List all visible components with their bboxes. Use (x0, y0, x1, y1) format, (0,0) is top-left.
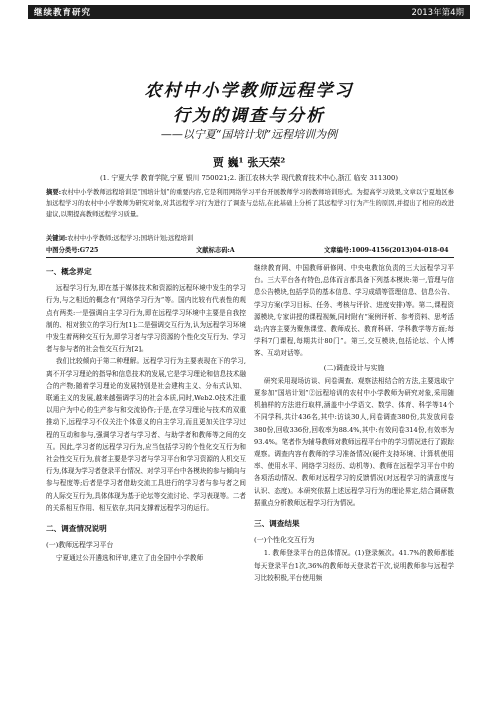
abstract-label: 摘要: (46, 189, 62, 196)
divider (46, 257, 454, 258)
paragraph: 我们比较倾向于第二种理解。远程学习行为主要表现在下的学习,离不开学习理论的指导和信息技术的发展,它是学习理论和信息技术融合的产物;随着学习理论的发展特别是社会建构主义、分布式认知、联通主义的发展,越来越强调学习的社会本质,同时,Web2.0技术注重以用户为中心的生产参与和交流协作;于是,在学习理论与技术的双重推动下,远程学习不仅关注个体意义的自主学习,而且更加关注学习过程的互动和参与,强调学习者与学习者、与助学者和教师等之间的交互。因此,学习者的远程学习行为,应当包括学习的个性化交互行为和社会性交互行为,前者主要是学习者与学习平台和学习资源的人机交互行为,体现为学习者登录平台情况、对学习平台中各模块的参与倾向与参与程度等;后者是学习者借助交流工具进行的学习者与参与者之间的人际交互行为,具体体现为基于论坛等交流讨论、学习表现等。二者的关系相互作用、相互依存,共同支撑着远程学习的运行。 (46, 357, 246, 512)
affiliations: (1. 宁夏大学 教育学院,宁夏 银川 750021;2. 浙江农林大学 现代教育技术中心,浙江 临安 311300) (100, 174, 398, 182)
keywords-text: 农村中小学教师;远程学习;国培计划;远程培训 (67, 235, 194, 242)
paragraph: 远程学习行为,即在基于媒体技术和资源的远程环境中发生的学习行为,与之相近的概念有“网络学习行为”等。国内比较有代表性的观点有两类:一是强调自主学习行为,即在远程学习环境中主要是自我控制的、相对独立的学习行为[1];二是强调交互行为,认为远程学习环境中发生着两种交互行为,即学习者与学习资源的个性化交互行为、学习者与参与者的社会性交互行为[2]。 (46, 284, 246, 354)
abstract (46, 187, 454, 220)
title-line-1: 农村中小学教师远程学习 (144, 81, 354, 101)
right-column (254, 262, 454, 584)
header-band (28, 5, 470, 19)
running-header (0, 0, 498, 25)
paragraph: 宁夏通过公开遴选和评审,建立了由全国中小学教师 (55, 554, 204, 563)
document-code: 文献标志码:A (196, 247, 235, 254)
left-column (46, 262, 246, 565)
paragraph: 研究采用现场访谈、问卷调查、观察法相结合的方法,主要选取宁夏参加“国培计划”②远程培训的农村中小学教师为研究对象,采用随机抽样的方法进行取样,涵盖中小学语文、数学、体育、科学等14个不同学科,共计436名,其中:访谈30人,问卷调查380份,共发放问卷380份,回收336份,回收率为88.4%,其中:有效问卷314份,有效率为93.4%。笔者作为辅导教师对教师远程平台中的学习情况进行了跟踪观察。调查内容有教师的学习准备情况(硬件支持环境、计算机使用率、使用水平、网络学习经历、动机等)、教师在远程学习平台中的各项活动情况、教师对远程学习的反馈情况(对远程学习的满意度与认识、态度)。本研究依据上述远程学习行为的理论界定,结合调研数据重点分析教师远程学习行为情况。 (254, 376, 454, 507)
section-heading-3: 三、调查结果 (254, 519, 300, 529)
subsection-heading: (二)调查设计与实施 (323, 363, 385, 372)
paragraph: 1. 教师登录平台的总体情况。(1)登录频次。41.7%的教师都能每天登录平台1次,36%的教师每天登录若干次,说明教师参与远程学习比较积极,平台使用频 (254, 549, 454, 582)
section-heading-2: 二、调查情况说明 (46, 524, 107, 534)
subtitle: ——以宁夏“国培计划”远程培训为例 (160, 128, 338, 141)
keywords (46, 233, 454, 242)
abstract-text: 农村中小学教师远程培训是“国培计划”的重要内容,它是利用网络学习平台开展教师学习的教师培训形式。为提高学习效果,文章以宁夏地区参加远程学习的农村中小学教师为研究对象,对其远程学习行为进行了调查与总结,在此基础上分析了其远程学习行为产生的原因,并提出了相应的改进建议,以期提高教师远程学习质量。 (46, 189, 454, 218)
subsection-heading: (一)个性化交互行为 (254, 536, 315, 545)
journal-name: 继续教育研究 (34, 8, 92, 18)
title-line-2: 行为的调查与分析 (173, 106, 325, 126)
issue-label: 2013年第4期 (411, 8, 464, 18)
keywords-label: 关键词: (46, 235, 68, 242)
subsection-heading: (一)教师远程学习平台 (46, 541, 114, 550)
article-number: 文章编号:1009-4156(2013)04-018-04 (324, 247, 449, 254)
authors: 贾 巍¹ 张天荣² (212, 156, 286, 169)
paragraph: 继续教育网、中国教师研修网、中央电教馆负责的三大远程学习平台。三大平台各有特色,总体而言都具备下列基本模块:第一,管理与信息公告模块,包括学员的基本信息、学习成绩等管理信息、信息公告、学习方案(学习目标、任务、考核与评价、进度安排)等。第二,课程资源模块,专家讲授的课程视频,同时附有“案例评析、参考资料、思考活动;内容主要为聚焦课堂、教师成长、教育科研、学科教学等方面;每学科7门课程,每期共计80门”。第三,交互模块,包括论坛、个人博客、互动对话等。 (254, 264, 454, 358)
clc-number: 中图分类号:G725 (46, 247, 99, 254)
section-heading-1: 一、概念界定 (46, 267, 92, 276)
